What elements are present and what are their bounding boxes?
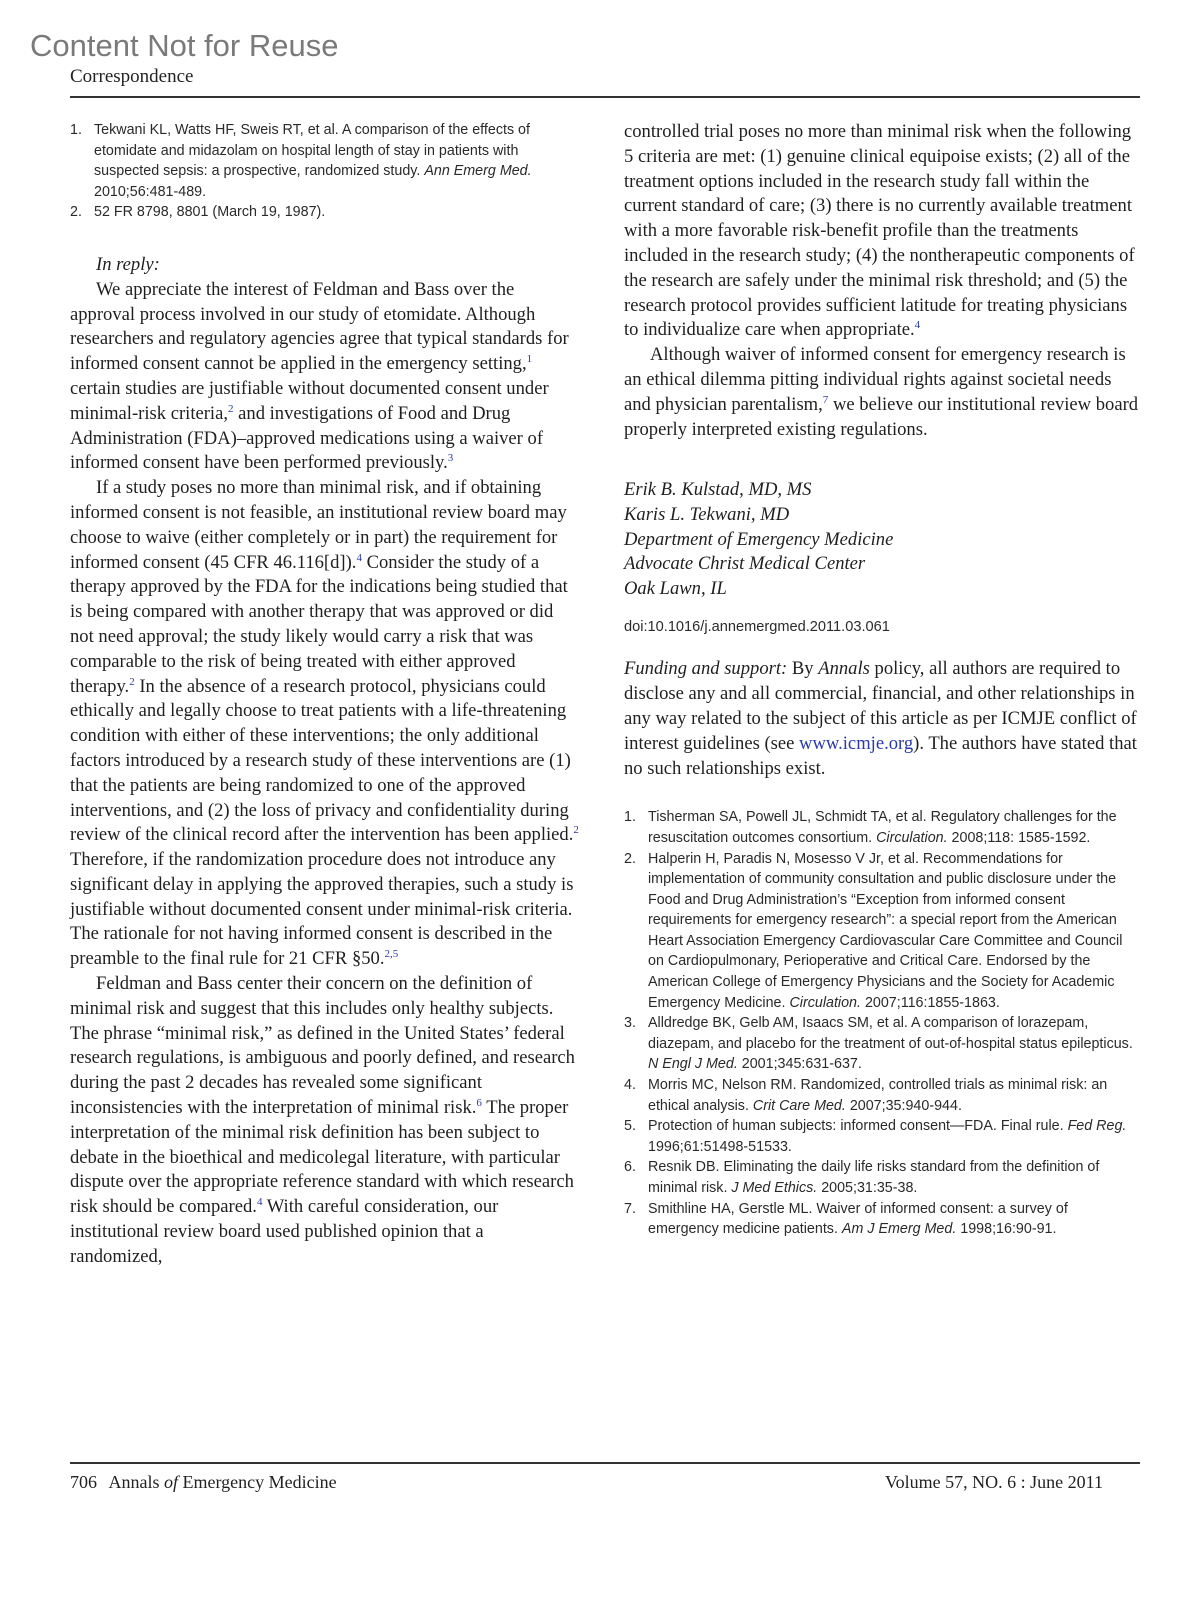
reference-text: Alldredge BK, Gelb AM, Isaacs SM, et al. A comparison of lorazepam, diazepam, and placebo for the treatment of out-of-hospital status epilepticus.: [648, 1015, 1133, 1052]
reference-journal: Crit Care Med.: [752, 1097, 846, 1114]
reference-citation: 2007;116:1855-1863.: [860, 994, 1000, 1011]
reference-text: 52 FR 8798, 8801 (March 19, 1987).: [94, 204, 326, 221]
paragraph: [624, 343, 1140, 442]
journal-word: of: [164, 1472, 179, 1492]
text-run: and investigations of Food and Drug Administration (FDA)–approved medications using a waiver of informed consent have been performed previously.: [70, 402, 544, 474]
text-run: Therefore, if the randomization procedure does not introduce any significant delay in applying the approved therapies, such a study is justifiable without documented consent under minimal-risk criteria. The rationale for not having informed consent is described in the preamble to the final rule for 21 CFR §50.: [70, 849, 574, 970]
reference-journal: Circulation.: [789, 994, 861, 1011]
reference-journal: N Engl J Med.: [648, 1056, 738, 1073]
journal-word: Annals: [108, 1472, 160, 1492]
reference-citation: 2010;56:481-489.: [94, 183, 207, 200]
reference-journal: Ann Emerg Med.: [424, 163, 532, 180]
reference-item: [624, 807, 1140, 848]
citation-sup[interactable]: 7: [822, 393, 829, 406]
text-run: In the absence of a research protocol, physicians could ethically and legally choose to treat patients with a life-threatening condition with either of these interventions; the only additional factors introduced by a research study of these interventions are (1) that the patients are being randomized to one of the approved interventions, and (2) the loss of privacy and confidentiality during review of the clinical record after the intervention has been applied.: [70, 675, 574, 846]
author-institution: Advocate Christ Medical Center: [624, 553, 866, 575]
header-rule: [70, 96, 1140, 98]
author-department: Department of Emergency Medicine: [624, 528, 894, 550]
reference-text: Halperin H, Paradis N, Mosesso V Jr, et al. Recommendations for implementation of community consultation and public disclosure under the Food and Drug Administration’s “Exception from informed consent requirements for emergency research”: a special report from the American Heart Association Emergency Cardiovascular Care Committee and Council on Cardiopulmonary, Perioperative and Critical Care. Endorsed by the American College of Emergency Physicians and the Society for Academic Emergency Medicine.: [648, 850, 1123, 1011]
author-location: Oak Lawn, IL: [624, 577, 727, 599]
reference-citation: 2007;35:940-944.: [845, 1097, 962, 1114]
text-run: Feldman and Bass center their concern on the definition of minimal risk and suggest that this includes only healthy subjects. The phrase “minimal risk,” as defined in the United States’ federal research regulations, is ambiguous and poorly defined, and research during the past 2 decades has revealed some significant inconsistencies with the interpretation of minimal risk.: [70, 973, 575, 1119]
right-reference-list: [624, 807, 1140, 1239]
reference-item: [70, 120, 580, 202]
watermark: Content Not for Reuse: [30, 28, 339, 63]
text-run: policy, all authors are required to disclose any and all commercial, financial, and other relationships in any way related to the subject of this article as per ICMJE conflict of interest guidelines (see: [624, 658, 1137, 754]
reference-number: 3.: [624, 1015, 636, 1032]
text-run: Although waiver of informed consent for emergency research is an ethical dilemma pitting individual rights against societal needs and physician parentalism,: [624, 344, 1126, 415]
text-run: Consider the study of a therapy approved by the FDA for the indications being studied that is being compared with another therapy that was approved or did not need approval; the study likely would carry a risk that was comparable to the risk of being treated with either approved therapy.: [70, 551, 568, 697]
reference-item: [624, 1116, 1140, 1157]
reference-number: 2.: [70, 204, 82, 221]
paragraph: [624, 120, 1140, 343]
reference-journal: Am J Emerg Med.: [841, 1221, 957, 1238]
author-name: Karis L. Tekwani, MD: [624, 503, 790, 525]
reference-text: Smithline HA, Gerstle ML. Waiver of informed consent: a survey of emergency medicine patients.: [648, 1200, 1068, 1238]
reference-citation: 2001;345:631-637.: [737, 1056, 862, 1073]
citation-sup[interactable]: 2: [573, 824, 579, 837]
funding-lead: Funding and support:: [624, 658, 788, 680]
reference-text: Morris MC, Nelson RM. Randomized, controlled trials as minimal risk: an ethical analysis.: [648, 1077, 1108, 1114]
journal-word: Emergency Medicine: [182, 1472, 337, 1492]
reference-number: 6.: [624, 1159, 636, 1176]
page-number: 706: [70, 1472, 97, 1492]
author-signature: [624, 478, 1140, 601]
reply-heading: In reply:: [96, 253, 160, 275]
reference-item: [624, 1199, 1140, 1240]
text-run: If a study poses no more than minimal risk, and if obtaining informed consent is not feasible, an institutional review board may choose to waive (either completely or in part) the requirement for informed consent (45 CFR 46.116[d]).: [70, 477, 567, 573]
paragraph: [70, 278, 580, 476]
reference-text: Tekwani KL, Watts HF, Sweis RT, et al. A comparison of the effects of etomidate and midazolam on hospital length of stay in patients with suspected sepsis: a prospective, randomized study.: [94, 122, 530, 180]
paragraph: [70, 972, 580, 1270]
reference-citation: 1998;16:90-91.: [956, 1221, 1057, 1238]
reference-journal: Fed Reg.: [1067, 1118, 1127, 1135]
text-run: controlled trial poses no more than minimal risk when the following 5 criteria are met: (1) genuine clinical equipoise exists; (2) all of the treatment options included in the research study fall within the current standard of care; (3) there is no currently available treatment with a more favorable risk-benefit profile than the treatments included in the research study; (4) the nontherapeutic components of the research are safely under the minimal risk threshold; and (5) the research protocol provides sufficient latitude for treating physicians to individualize care when appropriate.: [624, 121, 1135, 341]
citation-sup[interactable]: 3: [447, 452, 454, 465]
reference-item: [624, 1157, 1140, 1198]
reply-body-right: [624, 120, 1140, 442]
reference-number: 2.: [624, 850, 636, 867]
reference-text: Tisherman SA, Powell JL, Schmidt TA, et al. Regulatory challenges for the resuscitation outcomes consortium.: [648, 809, 1117, 846]
reference-item: [70, 202, 580, 223]
reference-item: [624, 849, 1140, 1014]
doi[interactable]: doi:10.1016/j.annemergmed.2011.03.061: [624, 619, 890, 636]
text-run: The proper interpretation of the minimal risk definition has been subject to debate in the bioethical and medicolegal literature, with particular dispute over the appropriate reference standard with which research risk should be compared.: [70, 1097, 574, 1218]
text-run: we believe our institutional review board properly interpreted existing regulations.: [624, 393, 1139, 440]
text-run: With careful consideration, our institutional review board used published opinion that a randomized,: [70, 1196, 499, 1267]
reference-text: Resnik DB. Eliminating the daily life risks standard from the definition of minimal risk.: [648, 1159, 1100, 1196]
reply-body-left: [70, 278, 580, 1270]
reference-number: 1.: [70, 122, 82, 138]
citation-sup[interactable]: 6: [476, 1096, 482, 1109]
reference-citation: 2008;118: 1585-1592.: [947, 829, 1091, 846]
reference-journal: Circulation.: [876, 829, 948, 846]
citation-sup[interactable]: 2: [129, 675, 135, 688]
reference-journal: J Med Ethics.: [731, 1180, 818, 1196]
citation-sup[interactable]: 2,5: [384, 948, 399, 961]
author-name: Erik B. Kulstad, MD, MS: [624, 479, 812, 501]
reference-citation: 1996;61:51498-51533.: [648, 1138, 792, 1155]
reference-citation: 2005;31:35-38.: [817, 1180, 918, 1196]
section-label: Correspondence: [70, 66, 194, 87]
text-run: certain studies are justifiable without documented consent under minimal-risk criteria,: [70, 377, 549, 424]
footer-rule: [70, 1462, 1140, 1464]
citation-sup[interactable]: 4: [356, 551, 362, 564]
funding-statement: [624, 657, 1140, 781]
text-run: ). The authors have stated that no such relationships exist.: [624, 732, 1137, 779]
text-run: We appreciate the interest of Feldman and Bass over the approval process involved in our study of etomidate. Although researchers and regulatory agencies agree that typical standards for informed consent cannot be applied in the emergency setting,: [70, 278, 569, 375]
citation-sup[interactable]: 4: [256, 1196, 263, 1209]
reference-item: [624, 1075, 1140, 1116]
reference-number: 4.: [624, 1077, 636, 1094]
footer-journal: [70, 1472, 337, 1493]
text-run: By: [787, 658, 819, 680]
reference-number: 5.: [624, 1118, 636, 1135]
reference-number: 7.: [624, 1200, 636, 1217]
reference-text: Protection of human subjects: informed consent—FDA. Final rule.: [648, 1118, 1068, 1135]
reference-item: [624, 1013, 1140, 1075]
citation-sup[interactable]: 2: [228, 402, 234, 415]
citation-sup[interactable]: 4: [914, 319, 921, 332]
citation-sup[interactable]: 1: [526, 352, 533, 365]
paragraph: [70, 476, 580, 972]
icmje-link[interactable]: www.icmje.org: [799, 732, 914, 754]
left-reference-list: [70, 120, 580, 223]
right-column: [624, 120, 1140, 1240]
reference-number: 1.: [624, 809, 636, 826]
footer-issue: Volume 57, NO. 6 : June 2011: [885, 1472, 1103, 1492]
journal-name: Annals: [818, 658, 870, 680]
left-column: [70, 120, 580, 1270]
